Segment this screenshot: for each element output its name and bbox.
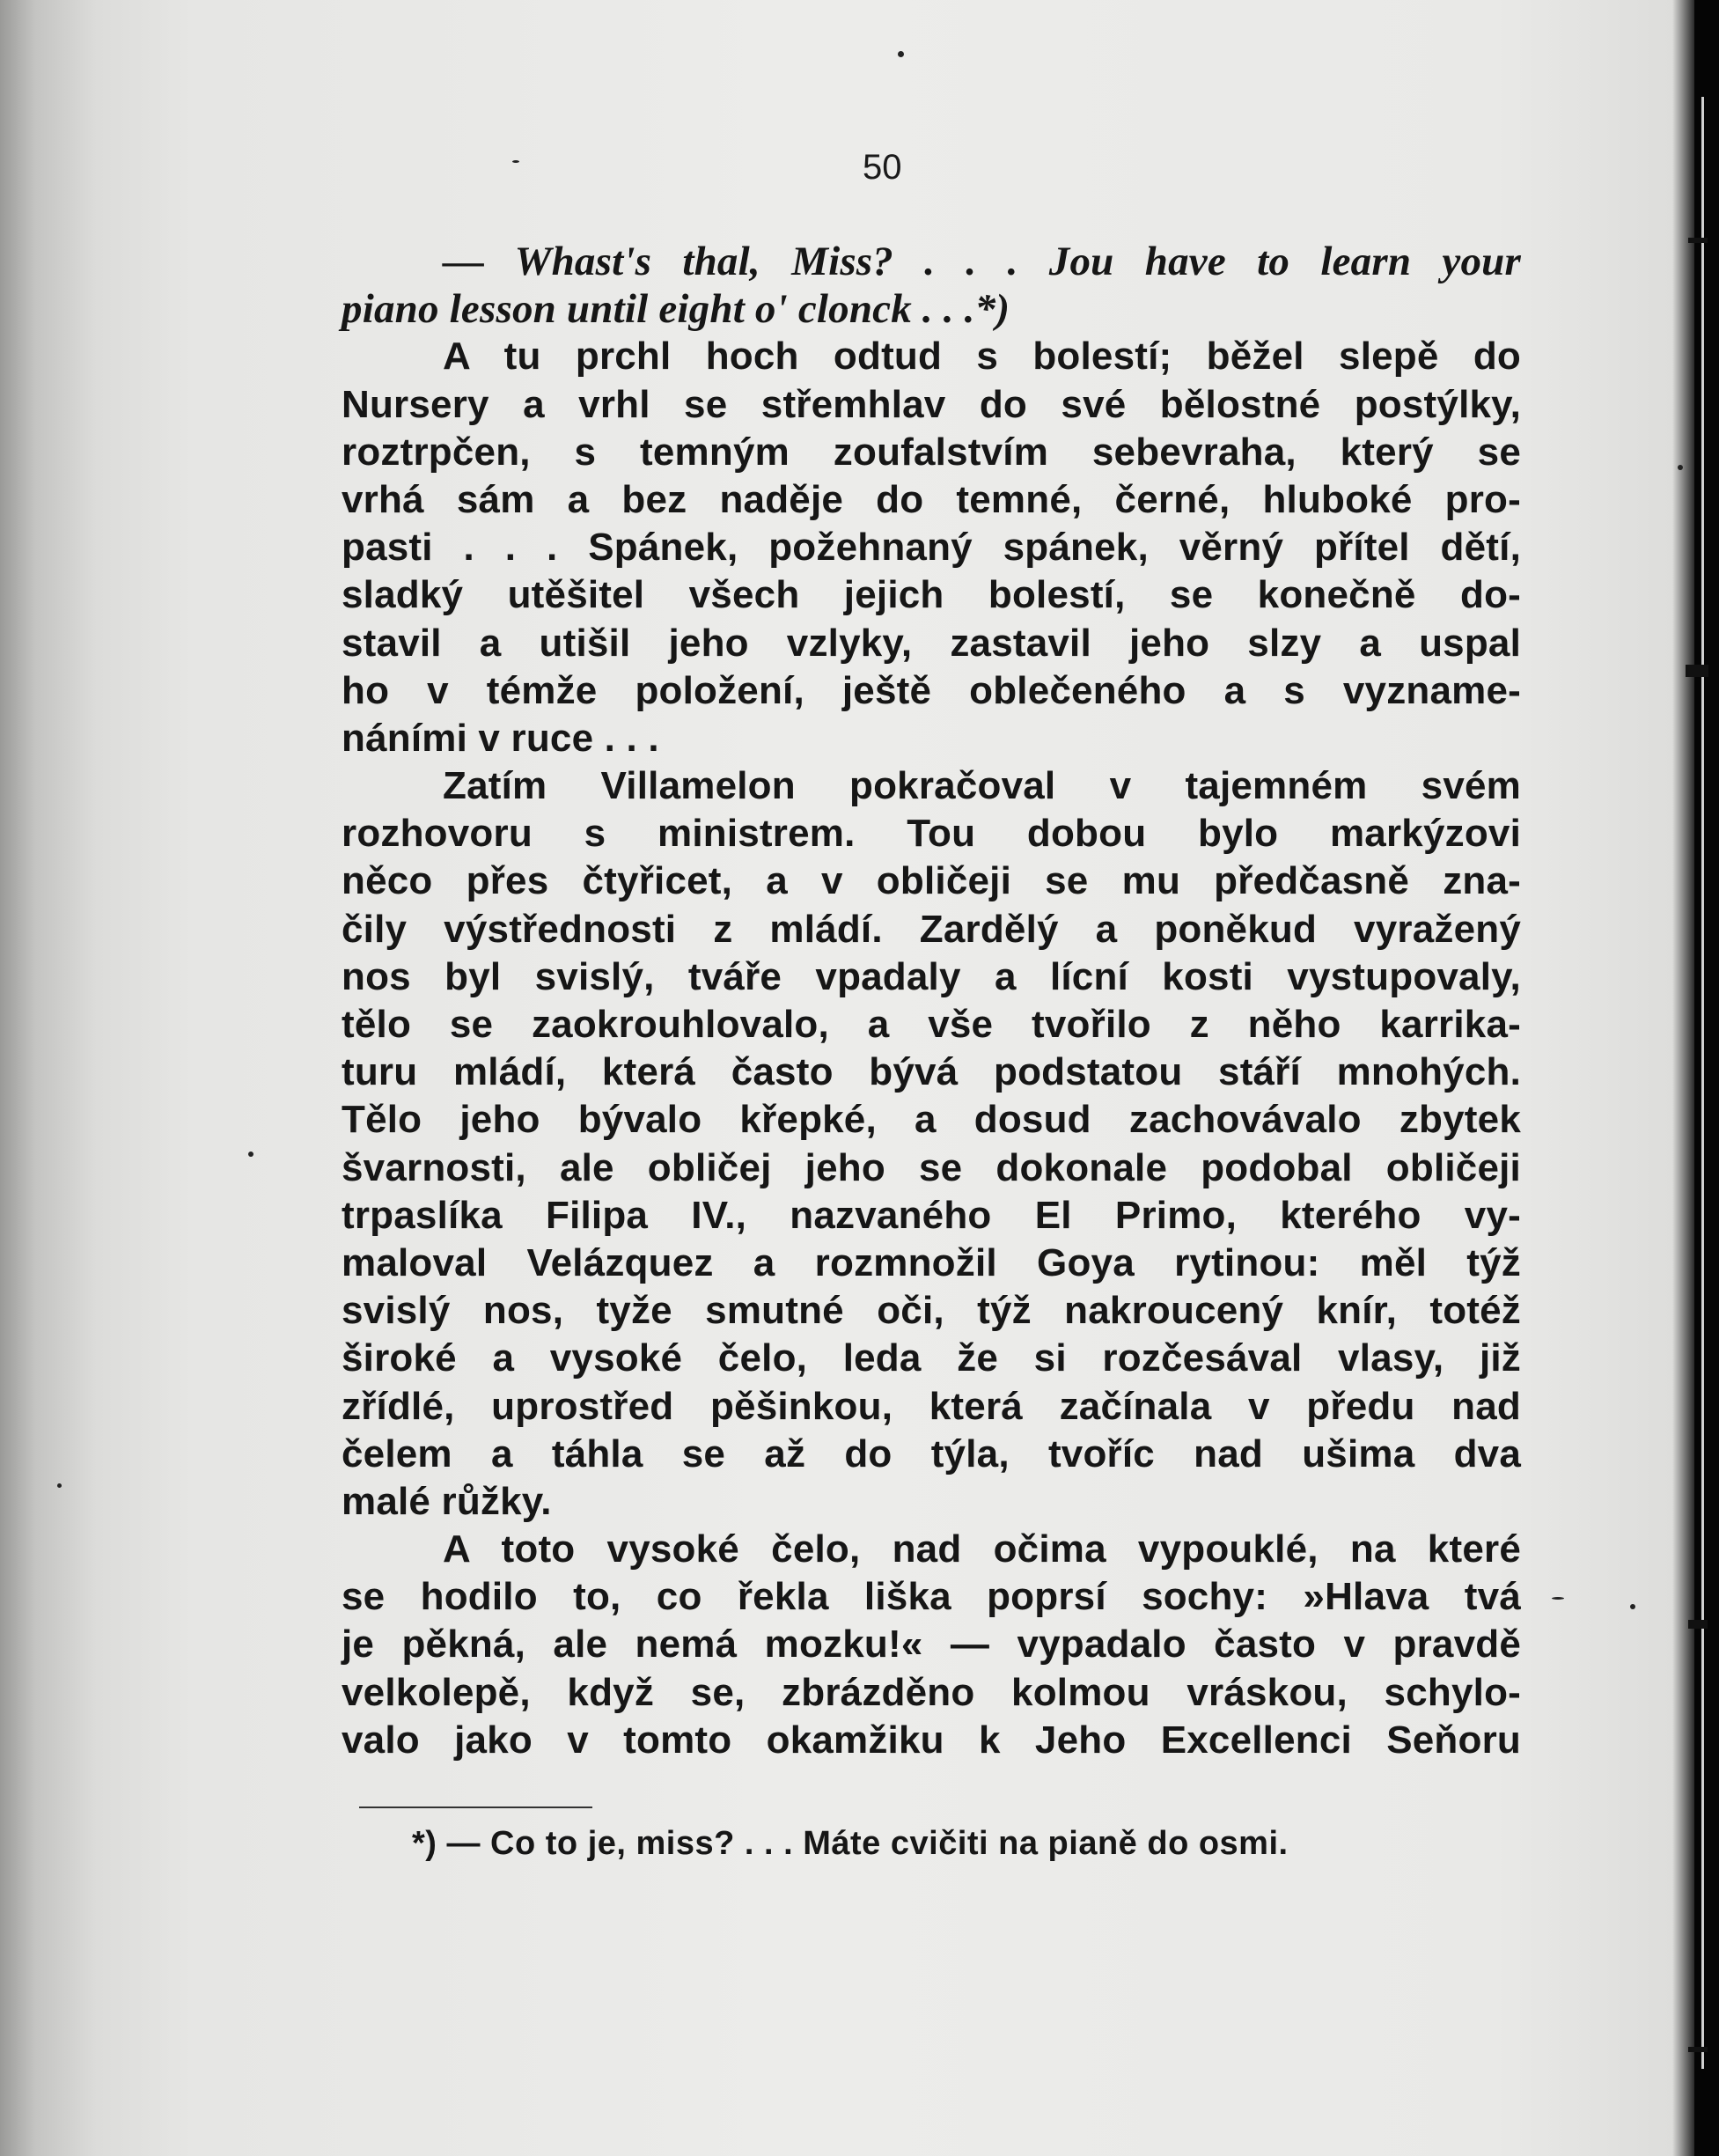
speck — [248, 1152, 253, 1157]
text-line: piano lesson until eight o' clonck . . .*) — [342, 286, 1010, 333]
body-text — [342, 238, 1521, 1764]
text-line: rozhovoru s ministrem. Tou dobou bylo markýzovi — [342, 812, 1521, 856]
text-line: pasti . . . Spánek, požehnaný spánek, věrný přítel dětí, — [342, 526, 1521, 570]
text-line: turu mládí, která často bývá podstatou stáří mnohých. — [342, 1050, 1521, 1094]
edge-mark — [1688, 238, 1708, 243]
speck — [1678, 465, 1683, 470]
text-line: A tu prchl hoch odtud s bolestí; běžel slepě do — [443, 335, 1521, 379]
footnote: *) — Co to je, miss? . . . Máte cvičiti na pianě do osmi. — [412, 1825, 1289, 1862]
text-line: nos byl svislý, tváře vpadaly a lícní kosti vystupovaly, — [342, 954, 1521, 998]
text-line: ho v témže položení, ještě oblečeného a s vyzname- — [342, 668, 1521, 712]
speck — [1552, 1597, 1564, 1600]
text-line: něco přes čtyřicet, a v obličeji se mu předčasně zna- — [342, 859, 1521, 903]
text-line: je pěkná, ale nemá mozku!« — vypadalo často v pravdě — [342, 1623, 1521, 1667]
edge-mark — [1686, 665, 1708, 677]
text-line: čily výstřednosti z mládí. Zardělý a poněkud vyražený — [342, 907, 1521, 951]
scan-edge-line — [1701, 97, 1704, 2069]
text-line: se hodilo to, co řekla liška poprsí sochy: »Hlava tvá — [342, 1575, 1521, 1619]
text-line: vrhá sám a bez naděje do temné, černé, hluboké pro- — [342, 477, 1521, 521]
text-line: švarnosti, ale obličej jeho se dokonale podobal obličeji — [342, 1145, 1521, 1189]
text-line: stavil a utišil jeho vzlyky, zastavil jeho slzy a uspal — [342, 621, 1521, 665]
text-line: svislý nos, tyže smutné oči, týž nakroucený knír, totéž — [342, 1289, 1521, 1333]
text-line: valo jako v tomto okamžiku k Jeho Excellenci Seňoru — [342, 1718, 1521, 1762]
speck — [512, 160, 519, 163]
text-line: sladký utěšitel všech jejich bolestí, se konečně do- — [342, 573, 1521, 617]
text-line: tělo se zaokrouhlovalo, a vše tvořilo z něho karrika- — [342, 1003, 1521, 1046]
text-line: — Whast's thal, Miss? . . . Jou have to learn your — [443, 239, 1521, 284]
footnote-divider — [359, 1806, 592, 1808]
speck — [57, 1483, 62, 1488]
edge-mark — [1688, 1620, 1708, 1629]
text-line: náními v ruce . . . — [342, 716, 659, 760]
edge-mark — [1688, 2047, 1708, 2052]
text-line: trpaslíka Filipa IV., nazvaného El Primo, kterého vy- — [342, 1193, 1521, 1237]
scan-edge-shadow — [1694, 0, 1719, 2156]
text-line: Nursery a vrhl se střemhlav do své bělostné postýlky, — [342, 382, 1521, 426]
text-line: maloval Velázquez a rozmnožil Goya rytinou: měl týž — [342, 1240, 1521, 1284]
text-line: široké a vysoké čelo, leda že si rozčesával vlasy, již — [342, 1336, 1521, 1380]
speck — [1630, 1604, 1635, 1609]
text-line: velkolepě, když se, zbrázděno kolmou vráskou, schylo- — [342, 1670, 1521, 1714]
text-line: Tělo jeho bývalo křepké, a dosud zachovávalo zbytek — [342, 1098, 1521, 1142]
text-line: čelem a táhla se až do týla, tvoříc nad ušima dva — [342, 1431, 1521, 1475]
text-line: malé růžky. — [342, 1479, 552, 1523]
text-line: roztrpčen, s temným zoufalstvím sebevraha, který se — [342, 430, 1521, 474]
speck — [898, 51, 904, 57]
text-line: zřídlé, uprostřed pěšinkou, která začínala v předu nad — [342, 1384, 1521, 1428]
text-line: Zatím Villamelon pokračoval v tajemném svém — [443, 764, 1521, 808]
page-number: 50 — [863, 148, 902, 187]
text-line: A toto vysoké čelo, nad očima vypouklé, na které — [443, 1527, 1521, 1571]
